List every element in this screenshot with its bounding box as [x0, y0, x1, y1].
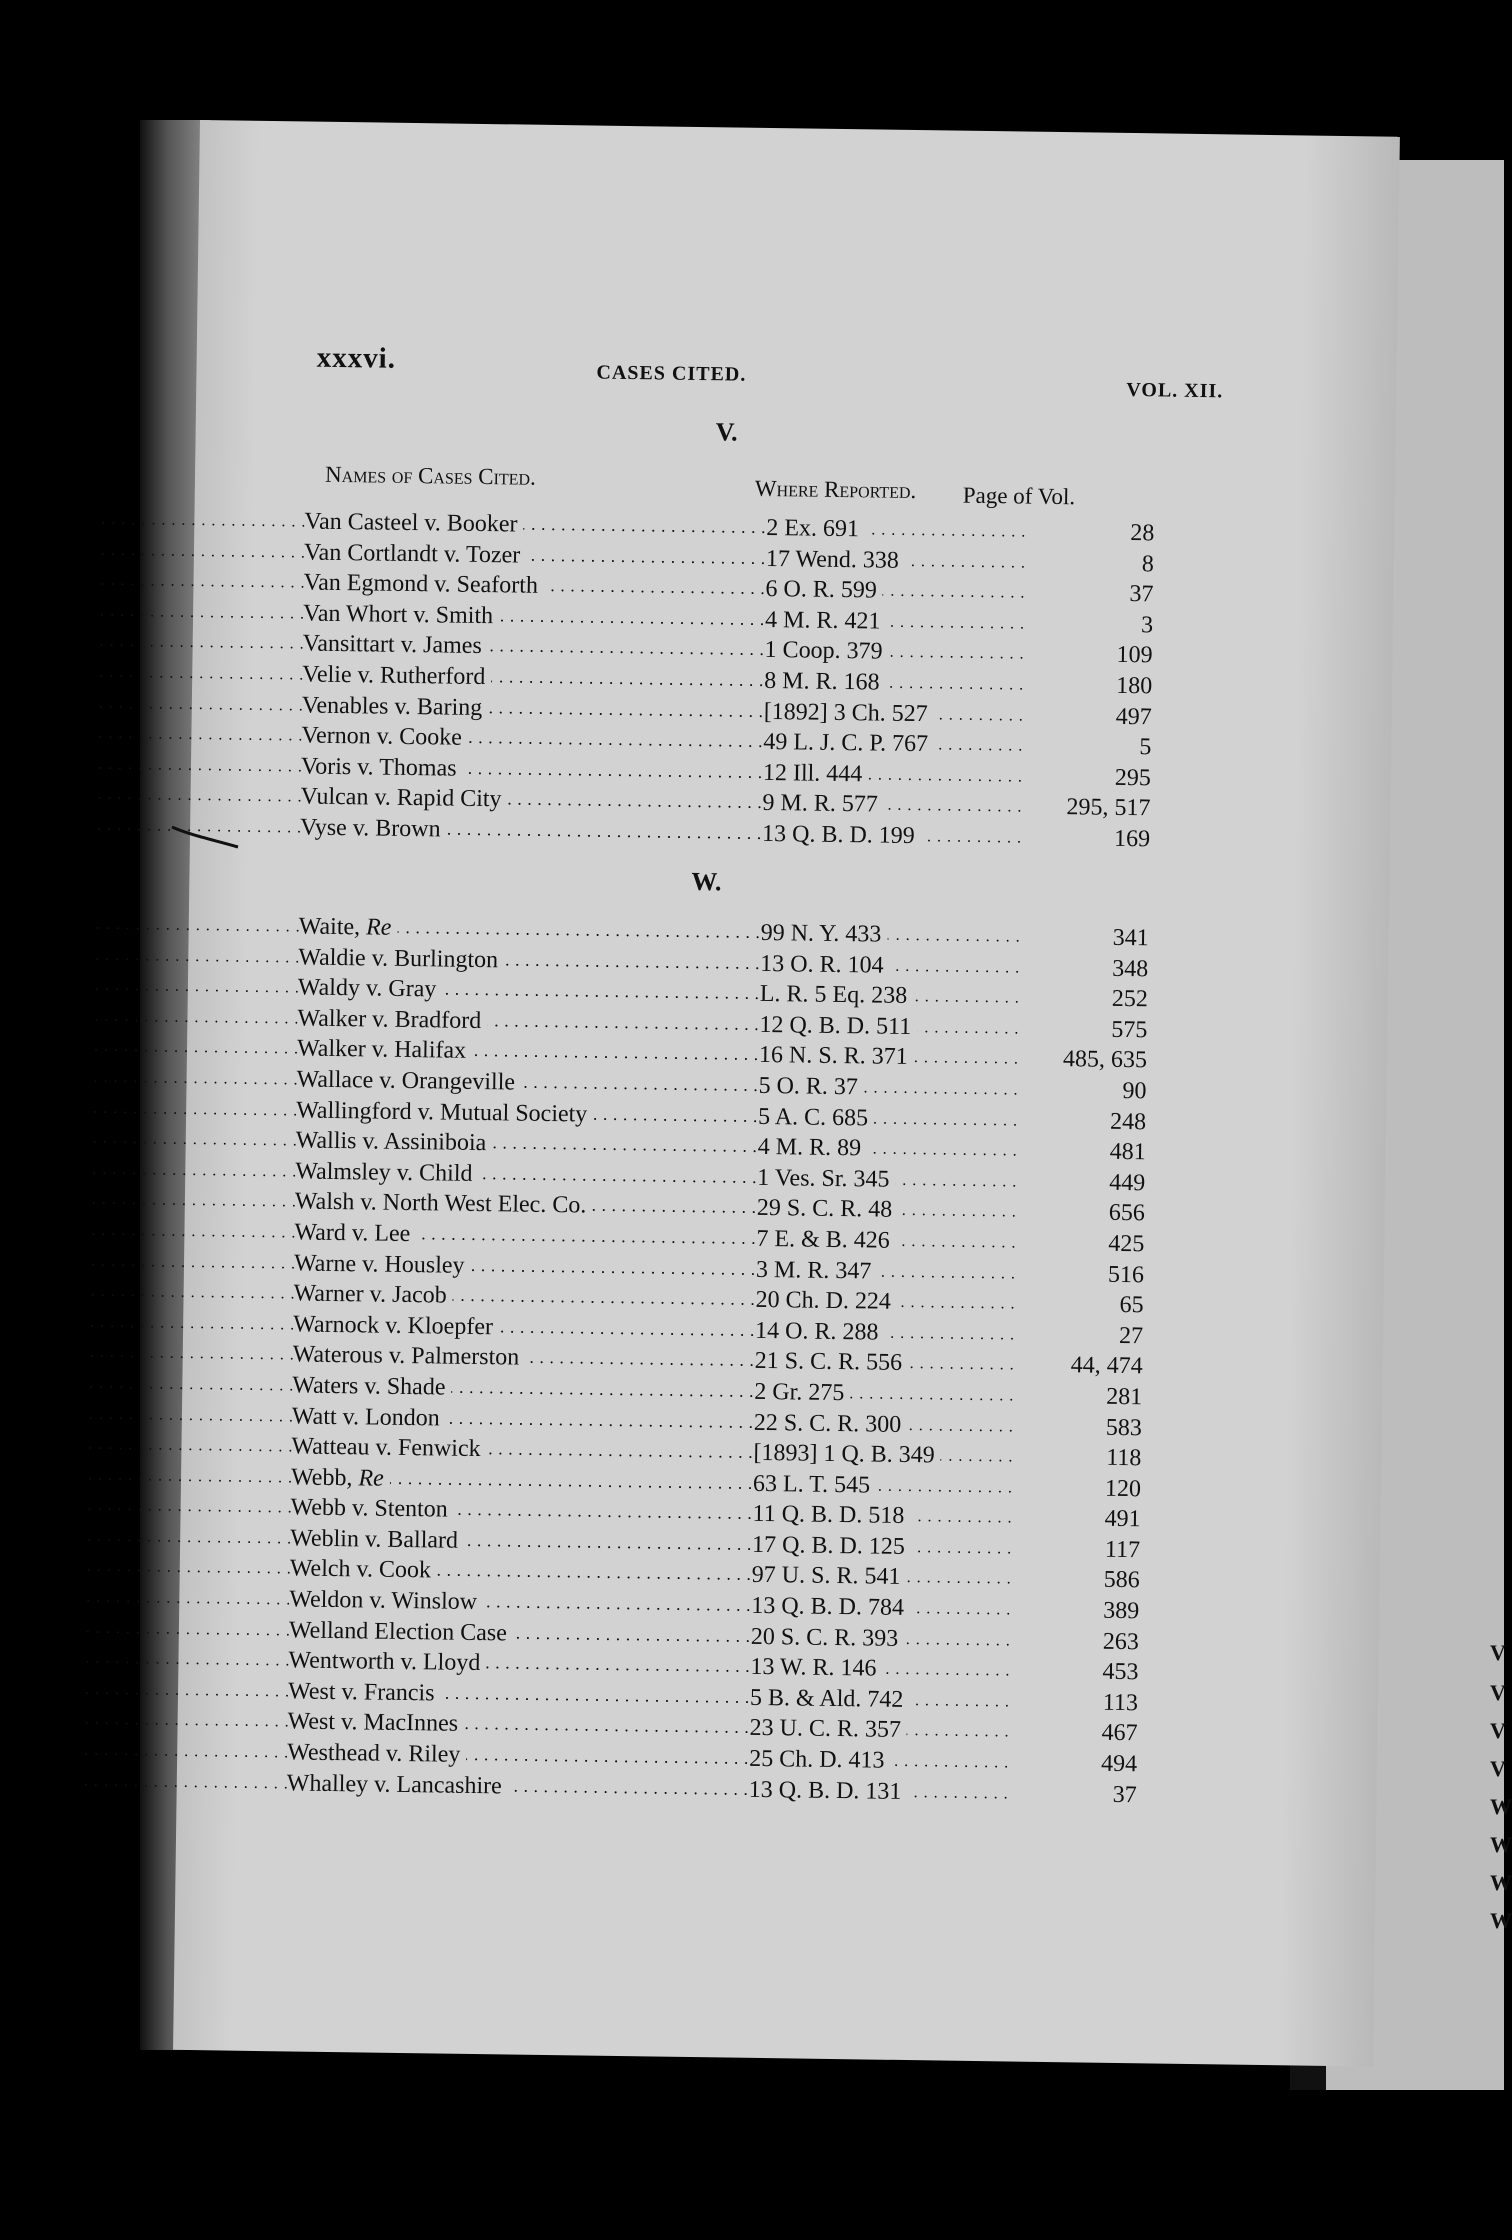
case-name-text: Warner v. Jacob: [293, 1280, 447, 1309]
report-cell: [752, 1499, 1012, 1533]
case-name-italic: Re: [358, 1465, 384, 1492]
case-name: [300, 814, 447, 842]
page-number-cell: [1014, 1411, 1142, 1443]
page-number: 586: [1100, 1567, 1140, 1594]
page-number: 481: [1105, 1139, 1145, 1166]
case-name-text: West v. Francis: [287, 1678, 435, 1707]
report-cell: [753, 1469, 1013, 1503]
case-name: [293, 1311, 499, 1340]
report-citation: 13 Q. B. D. 784: [751, 1593, 910, 1621]
page-number-cell: [1026, 517, 1154, 549]
report-cell: [749, 1744, 1009, 1778]
report-citation: 4 M. R. 89: [758, 1134, 868, 1162]
case-name: [302, 661, 491, 690]
report-cell: [755, 1285, 1015, 1319]
page-number-cell: [1024, 639, 1152, 671]
case-name-text: Waldy v. Gray: [297, 974, 437, 1003]
report-cell: [757, 1163, 1017, 1197]
report-citation: 23 U. C. R. 357: [749, 1715, 907, 1743]
page-number-cell: [1011, 1564, 1139, 1596]
report-cell: [757, 1193, 1017, 1227]
report-cell: [752, 1530, 1012, 1564]
page-number: 180: [1112, 673, 1152, 700]
case-name-text: Walsh v. North West Elec. Co.: [294, 1188, 587, 1219]
page-number: 118: [1102, 1445, 1141, 1472]
case-name: [287, 1739, 466, 1767]
report-citation: 14 O. R. 288: [755, 1318, 885, 1346]
case-name: [303, 600, 499, 629]
page-number: 113: [1099, 1690, 1138, 1717]
case-name-text: Velie v. Rutherford: [302, 661, 486, 691]
report-cell: [756, 1224, 1016, 1258]
report-cell: [756, 1254, 1016, 1288]
page-number: 281: [1102, 1384, 1142, 1411]
report-citation: L. R. 5 Eq. 238: [760, 981, 914, 1009]
report-citation: 5 A. C. 685: [758, 1103, 874, 1131]
column-header-names: Names of Cases Cited.: [324, 461, 536, 490]
facing-page-edge: V V V V W W W W: [1326, 160, 1504, 2090]
case-name-text: Voris v. Thomas: [300, 753, 457, 782]
report-citation: 4 M. R. 421: [765, 607, 887, 635]
case-name-text: Waldie v. Burlington: [298, 944, 499, 973]
page-number: 491: [1100, 1506, 1140, 1533]
report-citation: 13 Q. B. D. 131: [749, 1776, 908, 1804]
report-cell: [763, 758, 1023, 792]
page-number: 8: [1138, 551, 1154, 577]
report-citation: 22 S. C. R. 300: [754, 1409, 908, 1437]
case-name: [292, 1372, 451, 1400]
page-number: 449: [1105, 1169, 1145, 1196]
case-list-w: [287, 911, 1149, 1810]
report-cell: [754, 1377, 1014, 1411]
page-number: 295: [1111, 765, 1151, 792]
page-number-cell: [1020, 922, 1148, 954]
case-list-v: [300, 506, 1155, 854]
report-cell: [764, 635, 1024, 669]
report-cell: [751, 1591, 1011, 1625]
case-name-text: Van Egmond v. Seaforth: [303, 569, 539, 599]
report-cell: [760, 949, 1020, 983]
case-name: [297, 1036, 472, 1064]
case-name: [289, 1617, 513, 1646]
report-citation: 13 O. R. 104: [760, 950, 890, 978]
page-number-cell: [1017, 1197, 1145, 1229]
report-citation: 99 N. Y. 433: [761, 920, 888, 948]
page-number-cell: [1025, 578, 1153, 610]
page-number: 494: [1097, 1751, 1137, 1778]
report-citation: 9 M. R. 577: [762, 790, 884, 818]
page-number: 583: [1102, 1414, 1142, 1441]
case-name: [299, 913, 398, 940]
column-header-page: Page of Vol.: [962, 482, 1076, 510]
case-name: [301, 723, 468, 751]
case-name-text: Venables v. Baring: [301, 692, 483, 721]
case-name: [293, 1281, 452, 1309]
case-name: [287, 1770, 508, 1799]
page-number: 263: [1099, 1628, 1139, 1655]
case-name-text: Ward v. Lee: [294, 1219, 411, 1247]
page-number-cell: [1017, 1136, 1145, 1168]
case-name: [301, 753, 463, 781]
case-name-text: West v. MacInnes: [287, 1708, 459, 1738]
report-cell: [764, 696, 1024, 730]
report-citation: 20 Ch. D. 224: [755, 1287, 897, 1315]
case-name: [296, 1128, 493, 1157]
page-number: 27: [1115, 1323, 1143, 1349]
report-cell: [750, 1652, 1010, 1686]
page-number: 169: [1110, 826, 1150, 853]
case-name-text: Watt v. London: [291, 1402, 440, 1431]
page-number-cell: [1019, 1044, 1147, 1076]
page-number-cell: [1018, 1074, 1146, 1106]
report-citation: 29 S. C. R. 48: [757, 1195, 899, 1223]
report-cell: [752, 1560, 1012, 1594]
case-name: [291, 1464, 390, 1491]
section-letter-v: V.: [715, 417, 738, 447]
case-name: [290, 1556, 438, 1584]
case-name-text: Walker v. Bradford: [297, 1005, 482, 1034]
case-name-text: Waterous v. Palmerston: [292, 1341, 520, 1371]
report-cell: [751, 1621, 1011, 1655]
report-cell: [754, 1407, 1014, 1441]
case-name-text: Van Casteel v. Booker: [304, 508, 518, 538]
report-citation: 11 Q. B. D. 518: [752, 1501, 910, 1529]
case-name-text: Van Whort v. Smith: [302, 600, 494, 629]
page-number-cell: [1009, 1717, 1137, 1749]
report-cell: [757, 1132, 1017, 1166]
page-number-cell: [1013, 1472, 1141, 1504]
report-cell: [749, 1713, 1009, 1747]
case-name-text: Walmsley v. Child: [295, 1158, 473, 1187]
page-number: 295, 517: [1062, 794, 1150, 821]
case-name: [295, 1189, 593, 1219]
report-citation: 21 S. C. R. 556: [755, 1348, 909, 1376]
case-name: [291, 1434, 486, 1463]
page-number: 425: [1104, 1231, 1144, 1258]
report-citation: [1893] 1 Q. B. 349: [753, 1440, 941, 1469]
case-name: [287, 1709, 464, 1737]
page-number: 117: [1101, 1537, 1140, 1564]
case-name-text: Vulcan v. Rapid City: [300, 783, 502, 813]
case-name: [295, 1158, 479, 1187]
report-citation: 7 E. & B. 426: [756, 1226, 896, 1254]
page-number-cell: [1011, 1625, 1139, 1657]
report-cell: [758, 1101, 1018, 1135]
pen-mark-annotation: [170, 825, 240, 855]
case-name-text: Whalley v. Lancashire: [286, 1770, 502, 1799]
case-name-text: Weldon v. Winslow: [289, 1586, 478, 1616]
case-name: [296, 1097, 593, 1127]
case-name: [304, 539, 527, 568]
page-number: 485, 635: [1059, 1046, 1147, 1073]
page-number-cell: [1009, 1747, 1137, 1779]
case-name-text: Webb,: [290, 1464, 359, 1492]
report-citation: 3 M. R. 347: [756, 1256, 878, 1284]
book-page: [173, 120, 1400, 2067]
case-name-text: Webb v. Stenton: [290, 1494, 448, 1523]
case-name: [296, 1066, 521, 1095]
page-number: 516: [1104, 1261, 1144, 1288]
page-number-cell: [1024, 700, 1152, 732]
report-cell: [765, 574, 1025, 608]
case-name-text: Waters v. Shade: [292, 1372, 446, 1401]
page-number-cell: [1016, 1258, 1144, 1290]
report-citation: 8 M. R. 168: [764, 668, 886, 696]
case-name: [302, 692, 489, 721]
page-number-cell: [1023, 731, 1151, 763]
report-citation: 2 Gr. 275: [754, 1379, 850, 1406]
report-cell: [753, 1438, 1013, 1472]
page-number: 453: [1098, 1659, 1138, 1686]
page-number-cell: [1012, 1533, 1140, 1565]
report-citation: 1 Coop. 379: [764, 637, 888, 665]
case-name: [289, 1586, 483, 1615]
case-name: [292, 1403, 446, 1431]
case-name-text: Vyse v. Brown: [299, 814, 441, 843]
case-name: [304, 508, 523, 537]
case-name-text: Welland Election Case: [288, 1617, 508, 1647]
case-name: [303, 631, 488, 660]
report-citation: 20 S. C. R. 393: [751, 1623, 905, 1651]
case-name: [300, 784, 507, 813]
case-name: [293, 1342, 526, 1371]
case-name: [294, 1250, 471, 1278]
page-number: 109: [1112, 642, 1152, 669]
report-cell: [759, 1010, 1019, 1044]
case-name-text: Warne v. Housley: [293, 1249, 465, 1279]
report-citation: 5 O. R. 37: [758, 1073, 864, 1100]
page-number: 656: [1105, 1200, 1145, 1227]
case-name: [288, 1648, 486, 1677]
case-name: [294, 1219, 416, 1247]
case-name-text: Weblin v. Ballard: [290, 1525, 459, 1554]
volume-label: VOL. XII.: [1126, 378, 1224, 403]
report-cell: [765, 605, 1025, 639]
report-cell: [764, 666, 1024, 700]
page-number: 252: [1108, 986, 1148, 1013]
running-title: CASES CITED.: [596, 361, 747, 386]
report-cell: [755, 1316, 1015, 1350]
report-citation: 25 Ch. D. 413: [749, 1746, 891, 1774]
page-number: 497: [1112, 703, 1152, 730]
page-number-cell: [1023, 761, 1151, 793]
report-cell: [762, 788, 1022, 822]
page-number: 248: [1106, 1108, 1146, 1135]
report-cell: [766, 513, 1026, 547]
page-number: 37: [1109, 1781, 1137, 1807]
page-number: 3: [1137, 612, 1153, 638]
report-citation: 17 Wend. 338: [766, 546, 905, 574]
case-name: [297, 1005, 487, 1034]
page-number: 341: [1108, 925, 1148, 952]
page-number-cell: [1024, 670, 1152, 702]
case-name: [298, 944, 504, 973]
report-citation: 17 Q. B. D. 125: [752, 1532, 911, 1560]
page-number-cell: [1015, 1319, 1143, 1351]
page-number-cell: [1014, 1350, 1142, 1382]
case-name-text: Vansittart v. James: [302, 630, 482, 660]
report-citation: 63 L. T. 545: [753, 1471, 876, 1499]
report-cell: [762, 819, 1022, 853]
report-citation: 49 L. J. C. P. 767: [763, 729, 934, 757]
page-number-cell: [1015, 1289, 1143, 1321]
report-citation: 97 U. S. R. 541: [752, 1562, 907, 1590]
page-number-cell: [1025, 608, 1153, 640]
report-cell: [758, 1071, 1018, 1105]
report-cell: [763, 727, 1023, 761]
report-citation: 6 O. R. 599: [765, 576, 883, 604]
case-name-text: Wallis v. Assiniboia: [295, 1127, 487, 1157]
page-number-cell: [1013, 1442, 1141, 1474]
report-citation: 1 Ves. Sr. 345: [757, 1165, 896, 1193]
running-head: [316, 341, 1276, 403]
report-citation: 12 Ill. 444: [763, 760, 869, 787]
report-cell: [766, 544, 1026, 578]
page-number: 28: [1126, 520, 1154, 546]
page-folio: xxxvi.: [316, 341, 397, 375]
page-number: 348: [1108, 955, 1148, 982]
page-number-cell: [1020, 983, 1148, 1015]
page-number-cell: [1012, 1503, 1140, 1535]
page-number: 65: [1115, 1292, 1143, 1318]
page-number-cell: [1010, 1686, 1138, 1718]
case-name-text: Waite,: [298, 913, 367, 941]
report-citation: 2 Ex. 691: [766, 515, 865, 542]
page-number-cell: [1022, 792, 1150, 824]
report-citation: 12 Q. B. D. 511: [759, 1012, 917, 1040]
case-name-text: Walker v. Halifax: [296, 1035, 467, 1065]
page-number-cell: [1011, 1595, 1139, 1627]
page-number: 120: [1101, 1475, 1141, 1502]
case-name: [298, 975, 443, 1003]
report-citation: 16 N. S. R. 371: [759, 1042, 914, 1070]
case-name: [288, 1678, 441, 1706]
page-number-cell: [1022, 822, 1150, 854]
page-number-cell: [1018, 1105, 1146, 1137]
page-number: 389: [1099, 1598, 1139, 1625]
page-number-cell: [1009, 1778, 1137, 1810]
case-name-text: Wentworth v. Lloyd: [288, 1647, 481, 1677]
report-citation: 13 W. R. 146: [750, 1654, 882, 1682]
case-name: [290, 1495, 454, 1523]
page-number: 90: [1118, 1078, 1146, 1104]
case-name-text: Vernon v. Cooke: [301, 722, 463, 751]
case-name-text: Wallace v. Orangeville: [296, 1066, 516, 1096]
case-name-italic: Re: [365, 914, 392, 941]
page-number-cell: [1020, 952, 1148, 984]
report-cell: [750, 1683, 1010, 1717]
page-number: 44, 474: [1067, 1353, 1143, 1380]
case-name-text: Watteau v. Fenwick: [291, 1433, 481, 1463]
page-number-cell: [1019, 1013, 1147, 1045]
report-cell: [759, 1040, 1019, 1074]
case-name-text: Wallingford v. Mutual Society: [296, 1097, 588, 1128]
page-number: 467: [1097, 1720, 1137, 1747]
case-name: [290, 1525, 464, 1553]
section-letter-w: W.: [691, 866, 722, 897]
page-number-cell: [1014, 1380, 1142, 1412]
case-name: [303, 570, 544, 599]
report-citation: [1892] 3 Ch. 527: [764, 698, 934, 726]
report-cell: [760, 918, 1020, 952]
page-number-cell: [1010, 1656, 1138, 1688]
column-header-where: Where Reported.: [754, 475, 917, 504]
case-name-text: Warnock v. Kloepfer: [293, 1311, 494, 1340]
case-name-text: Van Cortlandt v. Tozer: [303, 539, 521, 569]
case-name-text: Westhead v. Riley: [287, 1739, 461, 1768]
page-number: 5: [1135, 734, 1151, 760]
report-cell: [749, 1774, 1009, 1808]
page-number-cell: [1026, 547, 1154, 579]
page-number: 37: [1125, 581, 1153, 607]
report-cell: [760, 979, 1020, 1013]
page-number-cell: [1017, 1166, 1145, 1198]
page-number-cell: [1016, 1227, 1144, 1259]
report-citation: 13 Q. B. D. 199: [762, 821, 921, 849]
report-cell: [755, 1346, 1015, 1380]
page-number: 575: [1107, 1017, 1147, 1044]
case-name-text: Welch v. Cook: [289, 1555, 432, 1584]
report-citation: 5 B. & Ald. 742: [750, 1685, 910, 1713]
